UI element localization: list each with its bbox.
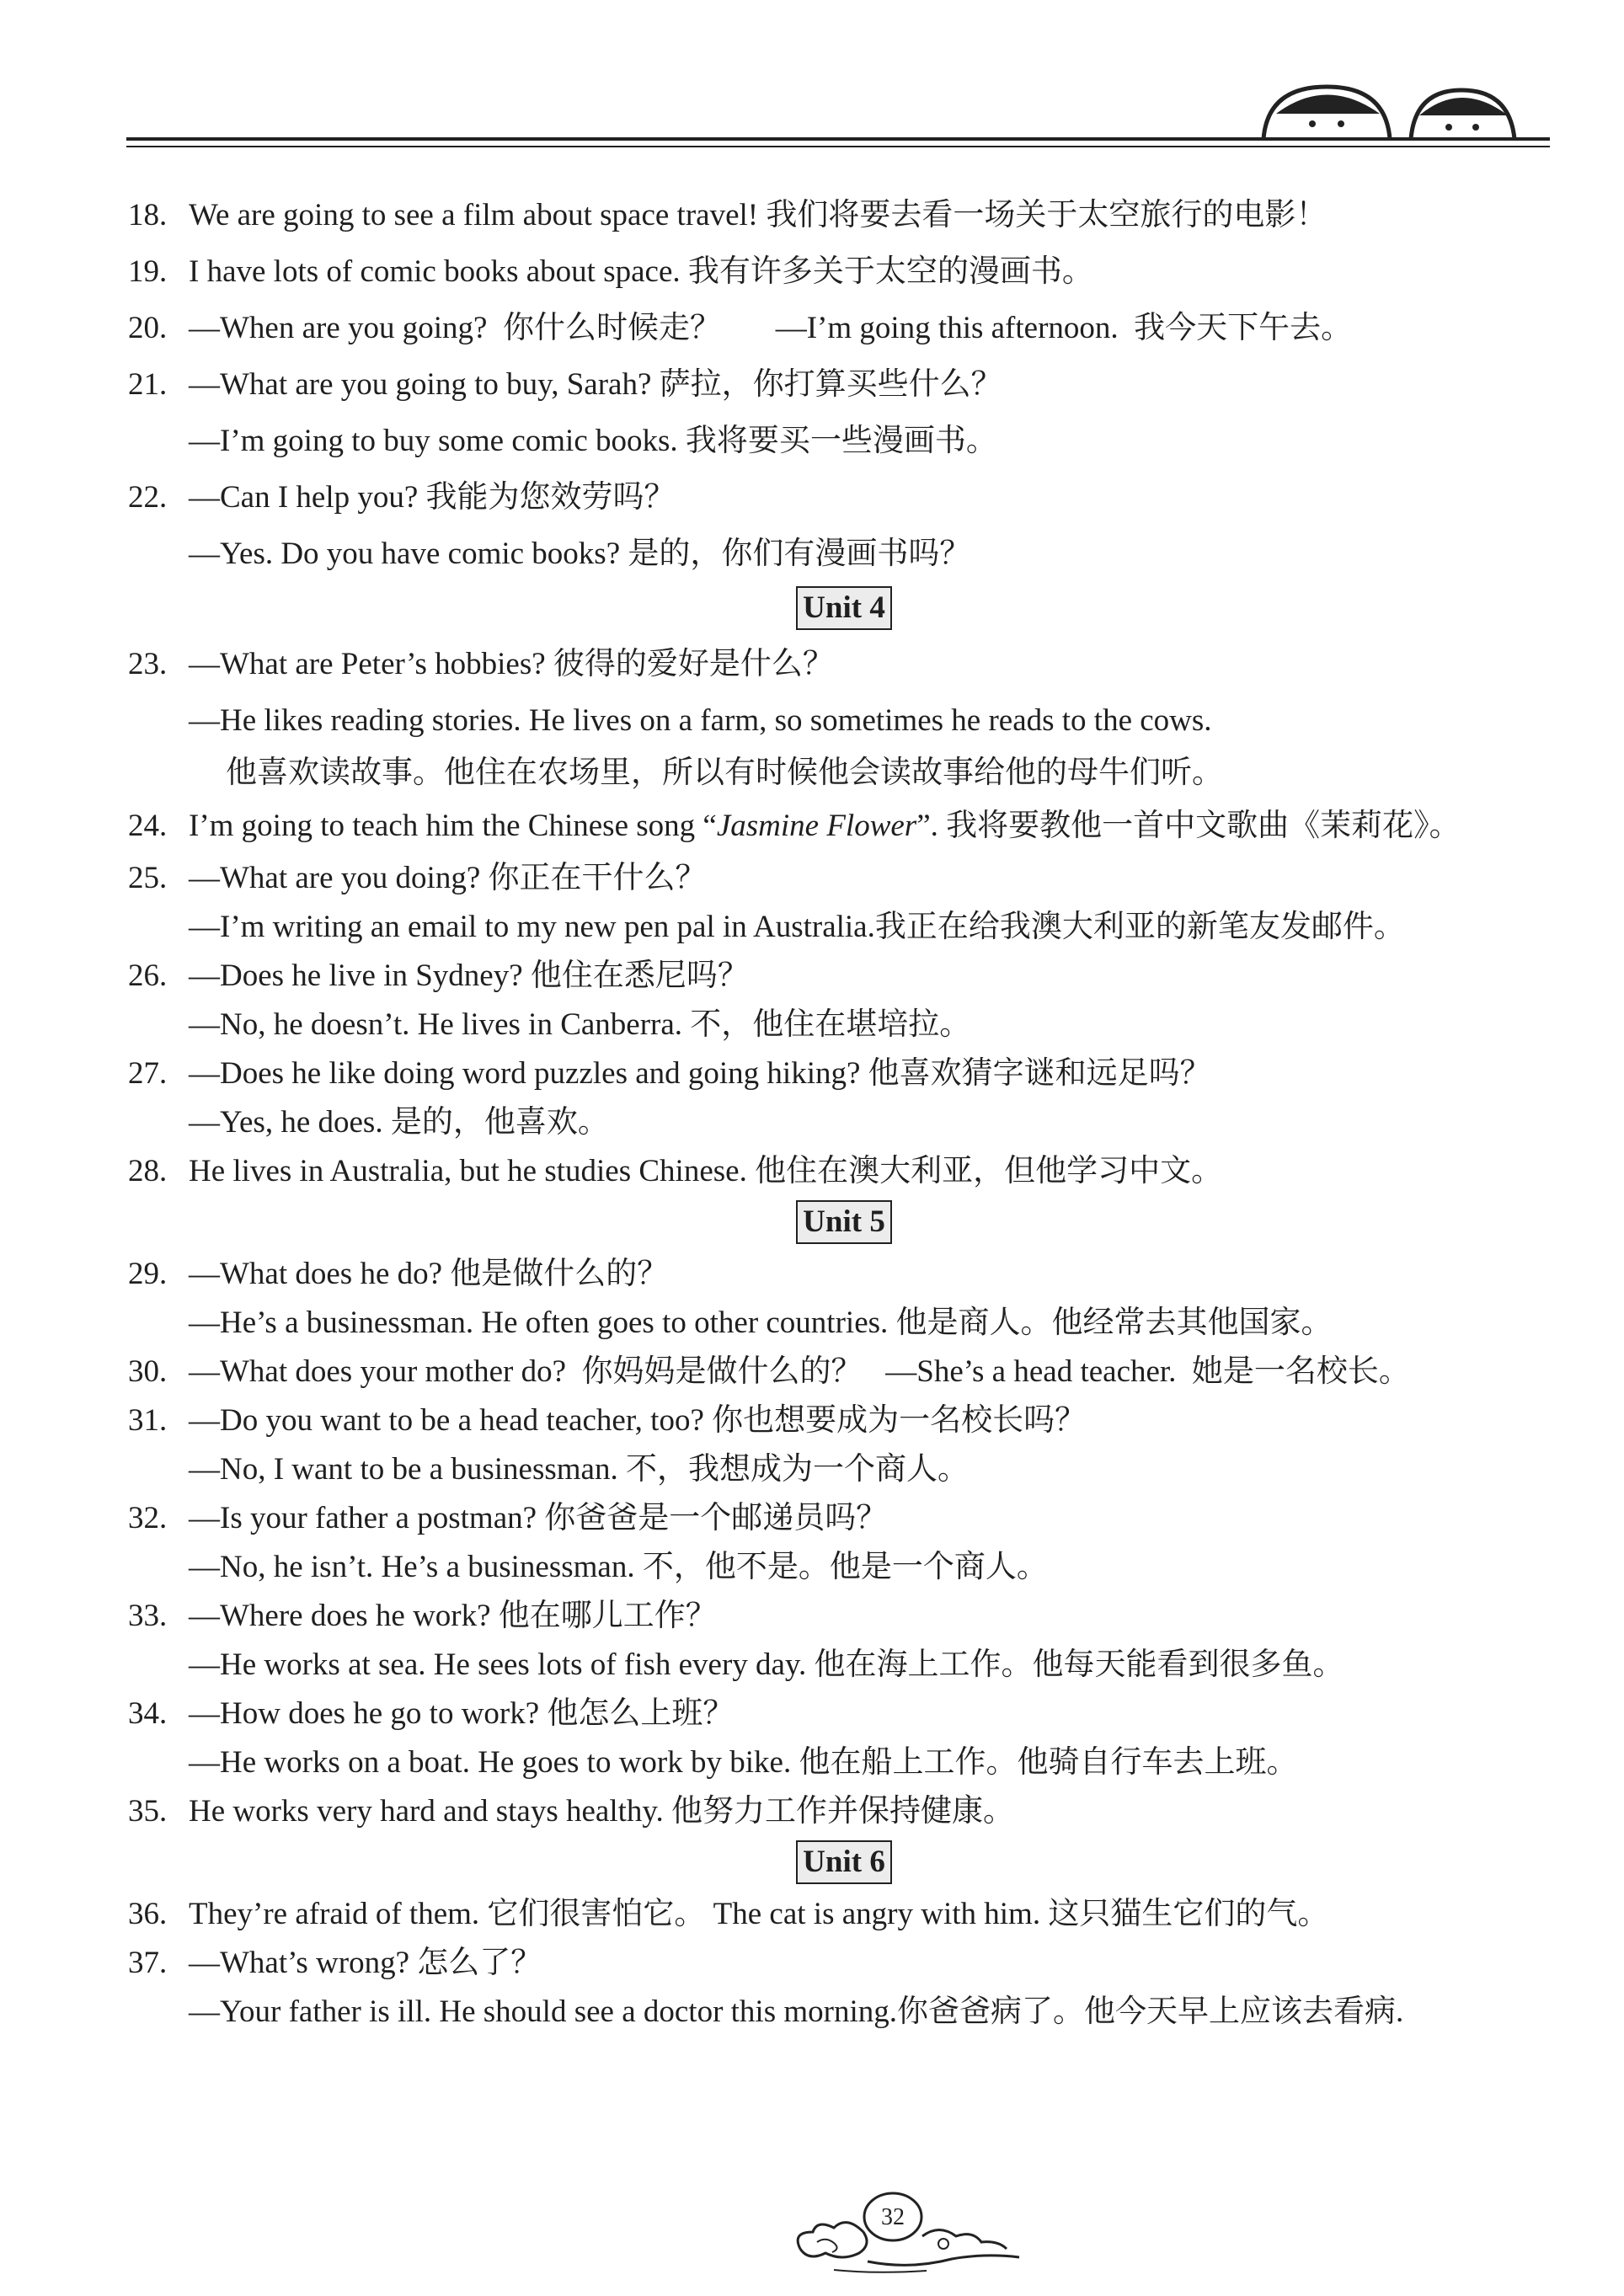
list-item: 23. —What are Peter’s hobbies? 彼得的爱好是什么？ (128, 647, 834, 681)
list-item-continuation: —Yes. Do you have comic books? 是的，你们有漫画书吗？ (189, 537, 971, 571)
list-item: 25. —What are you doing? 你正在干什么？ (128, 861, 707, 895)
list-item: 18. We are going to see a film about space travel! 我们将要去看一场关于太空旅行的电影！ (128, 198, 1328, 232)
list-item-continuation: —He likes reading stories. He lives on a farm, so sometimes he reads to the cows. (189, 703, 1212, 738)
list-item: 29. —What does he do? 他是做什么的？ (128, 1257, 669, 1291)
song-title: Jasmine Flower (716, 809, 917, 843)
list-item-continuation: —He’s a businessman. He often goes to other countries. 他是商人。他经常去其他国家。 (189, 1306, 1333, 1340)
list-item: 31. —Do you want to be a head teacher, too? 你也想要成为一名校长吗？ (128, 1403, 1087, 1438)
cartoon-faces-icon (1247, 80, 1525, 141)
list-item-continuation: —He works on a boat. He goes to work by bike. 他在船上工作。他骑自行车去上班。 (189, 1745, 1298, 1780)
list-item-continuation: —No, I want to be a businessman. 不，我想成为一个商人。 (189, 1452, 969, 1487)
list-item: 37. —What’s wrong? 怎么了？ (128, 1946, 542, 1980)
list-item: 32. —Is your father a postman? 你爸爸是一个邮递员吗？ (128, 1501, 888, 1535)
list-item-continuation: —I’m writing an email to my new pen pal in Australia.我正在给我澳大利亚的新笔友发邮件。 (189, 910, 1405, 944)
list-item: 26. —Does he live in Sydney? 他住在悉尼吗？ (128, 958, 749, 993)
page-number: 32 (881, 2204, 905, 2230)
page-footer (783, 2190, 1028, 2283)
unit-heading-4: Unit 4 (128, 584, 1560, 633)
list-item: 33. —Where does he work? 他在哪儿工作？ (128, 1599, 717, 1633)
list-item-continuation: —He works at sea. He sees lots of fish every day. 他在海上工作。他每天能看到很多鱼。 (189, 1647, 1344, 1682)
list-item-continuation: —Yes, he does. 是的，他喜欢。 (189, 1105, 609, 1140)
list-item: 34. —How does he go to work? 他怎么上班？ (128, 1696, 735, 1731)
header-rule (126, 137, 1550, 147)
list-item-continuation: —No, he doesn’t. He lives in Canberra. 不，他住在堪培拉。 (189, 1007, 971, 1042)
list-item: 24. I’m going to teach him the Chinese song “Jasmine Flower”. 我将要教他一首中文歌曲《茉莉花》。 (128, 809, 1461, 843)
page-header (126, 80, 1550, 147)
list-item: 30. —What does your mother do? 你妈妈是做什么的？ —She’s a head teacher. 她是一名校长。 (128, 1354, 1410, 1389)
unit-heading-5: Unit 5 (128, 1198, 1560, 1247)
list-item-continuation: —No, he isn’t. He’s a businessman. 不，他不是。他是一个商人。 (189, 1550, 1048, 1584)
list-item: 27. —Does he like doing word puzzles and going hiking? 他喜欢猜字谜和远足吗？ (128, 1056, 1211, 1091)
list-item: 28. He lives in Australia, but he studies Chinese. 他住在澳大利亚，但他学习中文。 (128, 1154, 1223, 1188)
list-item: 36. They’re afraid of them. 它们很害怕它。 The cat is angry with him. 这只猫生它们的气。 (128, 1897, 1329, 1931)
list-item-continuation: —Your father is ill. He should see a doctor this morning.你爸爸病了。他今天早上应该去看病. (189, 1994, 1404, 2029)
unit-heading-6: Unit 6 (128, 1838, 1560, 1887)
list-item: 21. —What are you going to buy, Sarah? 萨拉，你打算买些什么？ (128, 367, 1002, 402)
list-item: 19. I have lots of comic books about space. 我有许多关于太空的漫画书。 (128, 254, 1093, 289)
list-item: 22. —Can I help you? 我能为您效劳吗？ (128, 480, 676, 515)
sentence-list (128, 187, 1560, 2037)
list-item-translation: 他喜欢读故事。他住在农场里，所以有时候他会读故事给他的母牛们听。 (226, 756, 1223, 790)
list-item: 35. He works very hard and stays healthy. 他努力工作并保持健康。 (128, 1794, 1014, 1829)
list-item-continuation: —I’m going to buy some comic books. 我将要买一些漫画书。 (189, 424, 997, 458)
list-item: 20. —When are you going? 你什么时候走？ —I’m going this afternoon. 我今天下午去。 (128, 311, 1353, 345)
